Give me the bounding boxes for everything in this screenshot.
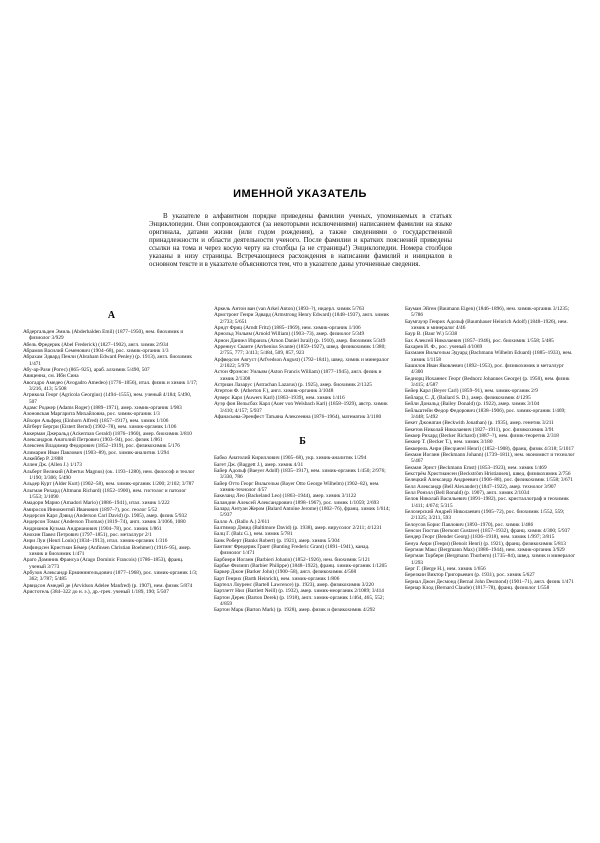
index-entry: Бабко Анатолий Кириллович (1905–68), укр. химик-аналитик 1/294 xyxy=(214,455,367,462)
index-entry: Арвидсон Амедей де (Arvidson Adelee Manfred) (р. 1907), нем. физик 5/874 xyxy=(23,582,193,589)
index-entry: Анфиндсен Кристиан Бёмер (Anfinsen Christian Boehmer) (1916–95), амер. химик и биохимик 1/471 xyxy=(23,544,191,558)
index-entry: Анохин Павел Петрович (1797–1851), рос. металлург 2/1 xyxy=(23,532,152,538)
index-entry: Амадори Марио (Amadori Mario) (1886–1941), итал. химик 1/222 xyxy=(23,500,170,507)
index-entry: Баландин Алексей Александрович (1898–1967), рос. химик 1/1059; 2/693 xyxy=(214,499,379,506)
index-entry: Авиценна, см. Ибн Сина xyxy=(23,373,79,380)
index-column-1 xyxy=(23,306,200,839)
page-title: ИМЕННОЙ УКАЗАТЕЛЬ xyxy=(233,188,367,200)
index-entry: Березкин Виктор Григорьевич (р. 1931), рос. химик 5/627 xyxy=(405,572,535,579)
top-left-entries xyxy=(23,6,200,182)
index-entry: Аррениус Сванте (Arrhenius Svante) (1859–1927), швед. физикохимик 1/380; 2/755, 777; 3/413; 5/484, 509, 857, 923 xyxy=(214,344,386,357)
index-entry: Андерсон Карл Дэвид (Anderson Carl David) (р. 1905), амер. физик 5/932 xyxy=(23,512,187,519)
index-entry: Бекман Эрнст (Beckmann Ernst) (1853–1923), нем. химик 1/469 xyxy=(405,464,547,471)
index-entry: Бекет Джонатан (Beckwith Jonathan) (р. 1935), амер. генетик 3/211 xyxy=(405,420,554,427)
index-entry: Алимарин Иван Павлович (1903–89), рос. химик-аналитик 1/294 xyxy=(23,449,169,456)
index-entry: Авогадро Амедео (Avogadro Amedeo) (1776–1856), итал. физик и химик 1/17; 3/216, 413; 5/508 xyxy=(23,379,198,393)
index-entry: Аллен Дж. (Allen J.) 1/173 xyxy=(23,462,82,469)
index-entry: Бартон Марк (Barton Mark) (р. 1928), амер. физик и физикохимик 4/292 xyxy=(214,607,376,614)
entry-list xyxy=(23,329,200,595)
index-entry: Абрахам Эдвард Пенли (Abraham Edward Penley) (р. 1913), англ. биохимик 1/471 xyxy=(23,354,192,367)
index-entry: Астриан Лазарус (Astrachan Lazarus) (р. 1925), амер. биохимик 2/1325 xyxy=(214,382,372,389)
index-entry: Аккерман Джеральд (Ackerman Gerald) (1876–1960), амер. биохимик 3/810 xyxy=(23,430,192,437)
index-entry: Белозерский Андрей Николаевич (1905–72), рос. биохимик 1/552, 559; 2/1325; 3/211, 593 xyxy=(405,509,565,522)
index-entry: Амиросов Иннокентий Иванович (1897–?), рос. геолог 5/52 xyxy=(23,506,158,513)
index-entry: Башилов Иван Яковлевич (1892–1953), рос. физикохимик и металлург 4/300 xyxy=(405,363,564,376)
index-entry: Балло А. (Ballo A.) 2/611 xyxy=(214,518,270,525)
index-entry: Белов Николай Васильевич (1891–1982), рос. кристаллограф и геохимик 1/411; 4/674; 5/315 xyxy=(405,496,569,509)
index-entry: Арбузов Александр Ерминингельдович (1877–1968), рос. химик-органик 1/3; 362; 3/787; 5/485 xyxy=(23,570,198,583)
index-entry: Беккер Т. (Becker T.), нем. химик 3/180 xyxy=(405,439,493,446)
index-entry: Астон Фрэнсис Уильям (Aston Francis William) (1877–1945), англ. физик и химик 2/1308 xyxy=(214,369,382,382)
index-entry: Байер Адольф (Baeyer Adolf) (1835–1917), нем. химик-органик 1/450; 2/976; 3/330, 786 xyxy=(214,467,386,481)
index-entry: Бекетов Николай Николаевич (1827–1911), рос. физикохимик 3/91 xyxy=(405,426,555,433)
index-entry: Бахманн Вильгельм Эдуард (Bachmann Wilhelm Eduard) (1885–1933), нем. химик 1/1158 xyxy=(405,350,573,363)
index-columns xyxy=(23,306,577,839)
index-entry: Баумгауэр Генрих Адольф (Baumhauer Heinrich Adolf) (1848–1926), нем. химик и минералог 4/46 xyxy=(405,318,568,332)
index-entry: Белецкий Александр Андреевич (1906–88), рос. физикохимик 1/558; 3/671 xyxy=(405,477,573,484)
top-index-fragment xyxy=(23,6,577,182)
index-entry: Бартелл Лоуренс (Bartell Lawrence) (р. 1923), амер. физикохимик 3/220 xyxy=(214,582,374,589)
entry-list xyxy=(214,455,391,614)
index-entry: Байер Отто Георг Вильгельм (Bayer Otto George Wilhelm) (1902–82), нем. химик-технолог 4/57 xyxy=(214,480,380,493)
index-entry: Ауэр фон Вельсбах Карл (Auer von Welsbach Karl) (1858–1929), австр. химик 3/410; 4/157; 5/937 xyxy=(214,401,388,414)
intro-paragraph: В указателе в алфавитном порядке приведены фамилии ученых, упоминаемых в статьях Энциклопедии. Они сопровождаются (за некоторыми исключениями) написанием фамилии на языке оригинала, датами жизни (или годом рождения), а также сведениями о государственной принадлежности и области деятельности ученого. После фамилии и кратких пояснений приведены ссылки на тома и через косую черту на столбцы (а не страницы!) Энциклопедии. Номера столбцов указаны в низу страницы. Встречающиеся расхождения в написании фамилий и инициалов в основном тексте и в указателе объясняются тем, что в указателе даны уточненные сведения. xyxy=(149,213,452,269)
index-entry: Баркер Джон (Barker John) (1900–58), англ. физикохимик 4/568 xyxy=(214,569,357,576)
top-right-entries xyxy=(408,6,577,182)
index-entry: Арнольд Уильям (Arnold William) (1903–73), амер. физиолог 5/349 xyxy=(214,331,365,338)
index-entry: Беккер Рихард (Becker Richard) (1887–?), нем. физик-теоретик 2/318 xyxy=(405,432,559,439)
index-entry: Алкейбер Р. 2/888 xyxy=(23,455,64,462)
index-entry: Бергман Торберн (Bergmann Thorbern) (1735–84), швед. химик и минералог 1/293 xyxy=(405,553,576,566)
index-entry: Бекман Иоганн (Beckmann Johann) (1739–1811), нем. экономист и технолог 5/467 xyxy=(405,451,575,465)
index-entry: Бахарев И. Ф., рос. ученый 4/1069 xyxy=(405,344,483,351)
index-entry: Арндт Фриц (Arndt Fritz) (1885–1969), нем. химик-органик 1/106 xyxy=(214,325,361,332)
index-entry: Бернал Джон Десмонд (Bernal John Desmond) (1901–71), англ. физик 1/471 xyxy=(405,578,574,585)
index-entry: Аристотель (384–322 до н. э.), др.-греч. ученый 1/189, 190; 5/507 xyxy=(23,589,169,596)
entry-list xyxy=(405,306,577,591)
index-entry: Адамс Роджер (Adams Roger) (1889–1971), амер. химик-органик 1/983 xyxy=(23,405,182,412)
index-entry: Бенуа Анри (Генри) (Benoit Henri) (р. 1921), франц. физикохимик 5/813 xyxy=(405,540,566,547)
index-entry: Бах Алексей Николаевич (1857–1946), рос. биохимик 1/558; 5/485 xyxy=(405,337,554,344)
index-entry: Бейльштейн Федор Федорович (1838–1906), рос. химик-органик 1/469; 3/448; 5/492 xyxy=(405,407,566,420)
index-entry: Атертон Ф. (Atherton F.), англ. химик-органик 3/1048 xyxy=(214,388,334,395)
index-entry: Абу-ар-Рази (Рогес) (865–925), араб. алхимик 5/490, 507 xyxy=(23,367,150,374)
index-entry: Арнон Даниел Израиль (Arnon Daniel Israil) (р. 1910), амер. биохимик 5/349 xyxy=(214,337,386,344)
index-entry: Бекстрём Христиансен (Beckström Hristiansen), швед. физикохимик 2/756 xyxy=(405,470,571,477)
entry-list xyxy=(214,306,391,420)
index-entry: Бартон Дерек (Barton Derek) (р. 1918), англ. химик-органик 1/464, 465, 552; 4/859 xyxy=(214,594,385,608)
index-entry: Барбье Филипп (Barbier Philippe) (1848–1922), франц. химик-органик 1/1205 xyxy=(214,563,387,570)
index-entry: Бернар Клод (Bernard Claude) (1817–78), франц. физиолог 1/558 xyxy=(405,585,550,592)
index-entry: Альдер Курт (Alder Kurt) (1902–58), нем. химик-органик 1/200; 2/102; 3/787 xyxy=(23,481,194,488)
index-entry: Белоусов Борис Павлович (1893–1970), рос. химик 1/486 xyxy=(405,521,534,528)
index-entry: Андрианов Кузьма Андрианович (1904–78), рос. химик 1/861 xyxy=(23,525,162,532)
index-entry: Бергман Макс (Bergmann Max) (1886–1944), нем. химик-органик 3/929 xyxy=(405,547,565,554)
index-entry: Айгберт Бергри (Eistert Bernd) (1902–78), нем. химик-органик 1/106 xyxy=(23,424,177,431)
index-entry: Афанасьева-Эренфест Татьяна Алексеевна (1876–1964), математик 3/1180 xyxy=(214,413,382,420)
index-entry: Бауман Эйген (Baumann Eigen) (1846–1896), нем. химик-органик 3/1235; 5/786 xyxy=(405,306,570,319)
index-entry: Абрамов Василий Семенович (1904–68), рос. химик-органик 1/3 xyxy=(23,348,169,355)
index-entry: Азоновская Маргарита Михайловна, рос. химик-органик 1/3 xyxy=(23,411,160,418)
index-entry: Берг Г. (Berge H.), нем. химик 1/656 xyxy=(405,566,486,573)
index-entry: Армстронг Генри Эдвард (Armstrong Henry Edward) (1848–1937), англ. химик 2/733; 5/651 xyxy=(214,312,389,325)
index-column-2 xyxy=(214,306,391,839)
index-entry: Балц Г. (Balz G.), нем. химик 5/781 xyxy=(214,531,293,538)
index-entry: Айхорн Альфред (Einhorn Alfred) (1857–1917), нем. химик 1/106 xyxy=(23,417,169,424)
index-entry: Анри Луи (Henri Louis) (1834–1913), итал. химик-органик 1/316 xyxy=(23,538,168,545)
index-entry: Аркель Антон ван (van Arkel Anton) (1893–?), нидерл. химик 5/763 xyxy=(214,306,365,312)
index-entry: Арфведсон Август (Arfvedson August) (1792–1841), швед. химик и минералог 2/1022; 5/979 xyxy=(214,356,389,370)
index-entry: Альтман Рихард (Altmann Richard) (1852–1900), нем. гистолог и патолог 1/553; 3/1090 xyxy=(23,487,187,500)
index-entry: Бакеланд Лео (Backeland Leo) (1863–1944), амер. химик 3/1122 xyxy=(214,493,357,500)
index-entry: Бейер Карл (Beyer Carl) (1859–91), нем. химик-органик 2/9 xyxy=(405,388,538,395)
index-entry: Баур В. (Baur W.) 5/338 xyxy=(405,331,458,338)
index-entry: Бендер Георг (Bender Georg) (1836–1918), нем. химик 1/997; 3/815 xyxy=(405,534,555,541)
index-entry: Беднорц Иоханнес Георг (Bednorz Johannes George) (р. 1950), нем. физик 3/415; 4/587 xyxy=(405,375,570,389)
index-entry: Банк Роберт (Banks Robert) (р. 1921), амер. химик 5/304 xyxy=(214,537,340,544)
index-entry: Беккерель Анри (Becquerel Henri) (1852–1908), франц. физик 4/318; 5/1017 xyxy=(405,445,574,452)
index-entry: Балард Антуан Жером (Balard Antoine Jerome) (1802–76), франц. химик 1/614; 5/937 xyxy=(214,505,390,519)
index-entry: Барбиери Иоганн (Barbieri Johann) (1852–1926), нем. биохимик 5/121 xyxy=(214,556,371,563)
index-column-3 xyxy=(405,306,577,839)
index-entry: Алексеев Владимир Федорович (1852–1919), рос. физикохимик 5/176 xyxy=(23,443,180,450)
index-entry: Багет Дж. (Baggett J.), амер. химик 4/31 xyxy=(214,461,304,468)
index-entry: Белл Ронэлл (Bell Ronald) (р. 1907), англ. химик 2/1034 xyxy=(405,489,530,496)
index-entry: Абель Фредерик (Abel Frederick) (1827–1902), англ. химик 2/934 xyxy=(23,341,169,348)
index-entry: Альберт Великий (Albertus Magnus) (ок. 1193–1280), нем. философ и теолог 1/190; 3/306; 5/490 xyxy=(23,468,195,481)
index-entry: Ауверс Карл (Auwers Karl) (1863–1939), нем. химик 1/416 xyxy=(214,394,345,401)
index-entry: Бейлард С. Д. (Bailard S. D.), амер. физикохимик 4/1295 xyxy=(405,394,531,401)
index-entry: Андерсон Томас (Anderson Thomas) (1819–74), англ. химик 3/1066, 1080 xyxy=(23,519,186,526)
index-entry: Балтимор Дэвид (Baltimore David) (р. 1938), амер. вирусолог 2/211; 4/1231 xyxy=(214,524,382,531)
index-entry: Бантинг Фредерик Грант (Banting Frederic Grant) (1891–1941), канад. физиолог 1/471 xyxy=(214,544,370,557)
section-letter-a: А xyxy=(107,310,116,321)
index-entry: Бенсон Гюстав (Bernont Gustave) (1857–1932), франц. химик 4/300; 5/937 xyxy=(405,528,570,535)
index-entry: Бартлетт Нил (Bartlett Neill) (р. 1932), амер. химик-неорганик 2/1089; 3/414 xyxy=(214,588,384,595)
section-letter-b: Б xyxy=(299,436,306,448)
index-entry: Барт Генрих (Barth Heinrich), нем. химик-органик 1/806 xyxy=(214,575,340,582)
index-entry: Араго Доминик Франсуа (Arago Dominic Francois) (1786–1853), франц. ученый 3/773 xyxy=(23,557,184,570)
index-entry: Белл Александр (Bell Alexander) (1847–1922), амер. технолог 3/907 xyxy=(405,483,557,490)
index-entry: Александров Анатолий Петрович (1903–94), рос. физик 1/861 xyxy=(23,436,163,443)
index-entry: Агрикола Георг (Agricola Georgius) (1494–1555), нем. ученый 4/184; 5/490, 507 xyxy=(23,392,192,405)
index-entry: Абдергальден Эмиль (Abderhalden Emil) (1877–1950), нем. биохимик и физиолог 3/929 xyxy=(23,329,184,342)
index-entry: Бейли Дональд (Bailey Donald) (р. 1922), амер. химик 3/104 xyxy=(405,401,540,408)
